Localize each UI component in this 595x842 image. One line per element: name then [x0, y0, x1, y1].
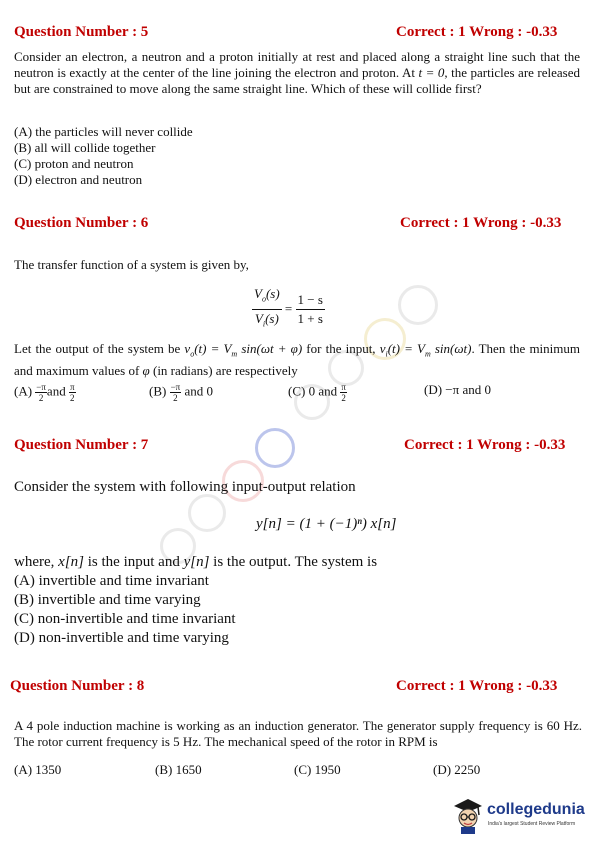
question-8-option-a: (A) 1350	[14, 762, 62, 777]
question-5-option-b: (B) all will collide together	[14, 140, 156, 155]
question-8-marks: Correct : 1 Wrong : -0.33	[396, 678, 558, 694]
question-8-option-d: (D) 2250	[433, 762, 481, 777]
question-8-text: A 4 pole induction machine is working as an induction generator. The generator supply frequency is 60 Hz. The rotor current frequency is 5 Hz. The mechanical speed of the rotor in RPM is	[14, 718, 582, 749]
question-6-intro: The transfer function of a system is given by,	[14, 257, 249, 272]
question-7-option-c: (C) non-invertible and time invariant	[14, 611, 236, 627]
watermark-seal	[255, 428, 295, 468]
question-8-title: Question Number : 8	[10, 678, 145, 694]
question-5-title: Question Number : 5	[14, 24, 149, 40]
watermark-seal	[188, 494, 226, 532]
question-7-option-a: (A) invertible and time invariant	[14, 573, 209, 589]
question-6-option-c: (C) 0 and $\frac{\pi}{2}$	[288, 382, 346, 403]
question-5-text: Consider an electron, a neutron and a proton initially at rest and placed along a straight line such that the neutron is exactly at the center of the line joining the electron and proton. At t = 0, the particles are released but are constrained to move along the same straight line. Which of these will collide first?	[14, 49, 580, 96]
question-6-title: Question Number : 6	[14, 215, 149, 231]
question-5-option-d: (D) electron and neutron	[14, 172, 143, 187]
transfer-function-equation: $\frac{V_o(s)}{V_i(s)}$ = $\frac{1 - s}{1 + s}$	[254, 286, 323, 329]
question-7-equation: y[n] = (1 + (−1)ⁿ) x[n]	[256, 516, 397, 532]
question-8-option-c: (C) 1950	[294, 762, 341, 777]
question-7-title: Question Number : 7	[14, 437, 149, 453]
student-mascot-icon	[452, 796, 484, 834]
question-5-option-c: (C) proton and neutron	[14, 156, 134, 171]
question-7-option-d: (D) non-invertible and time varying	[14, 630, 229, 646]
question-7-marks: Correct : 1 Wrong : -0.33	[404, 437, 566, 453]
logo-wordmark: collegedunia	[487, 801, 585, 818]
question-6-option-a: (A) $\frac{-\pi}{2}$ and $\frac{\pi}{2}$	[14, 382, 75, 403]
question-5-marks: Correct : 1 Wrong : -0.33	[396, 24, 558, 40]
collegedunia-logo	[452, 796, 592, 836]
question-7-option-b: (B) invertible and time varying	[14, 592, 201, 608]
question-6-option-d: (D) −π and 0	[424, 382, 491, 397]
question-6-option-b: (B) $\frac{-\pi}{2}$ and 0	[149, 382, 213, 403]
question-8-option-b: (B) 1650	[155, 762, 202, 777]
question-6-marks: Correct : 1 Wrong : -0.33	[400, 215, 562, 231]
watermark-seal	[398, 285, 438, 325]
question-7-intro: Consider the system with following input-output relation	[14, 479, 356, 495]
question-5-option-a: (A) the particles will never collide	[14, 124, 193, 139]
question-6-text: Let the output of the system be $v_o(t) = V_m$ sin(ωt + φ) for the input, $v_i(t) = V_m$ sin(ωt). Then the minimum and maximum values of φ (in radians) are respectively	[14, 341, 581, 378]
question-7-where: where, x[n] is the input and y[n] is the output. The system is	[14, 554, 378, 570]
logo-tagline: India's largest Student Review Platform	[488, 821, 576, 827]
